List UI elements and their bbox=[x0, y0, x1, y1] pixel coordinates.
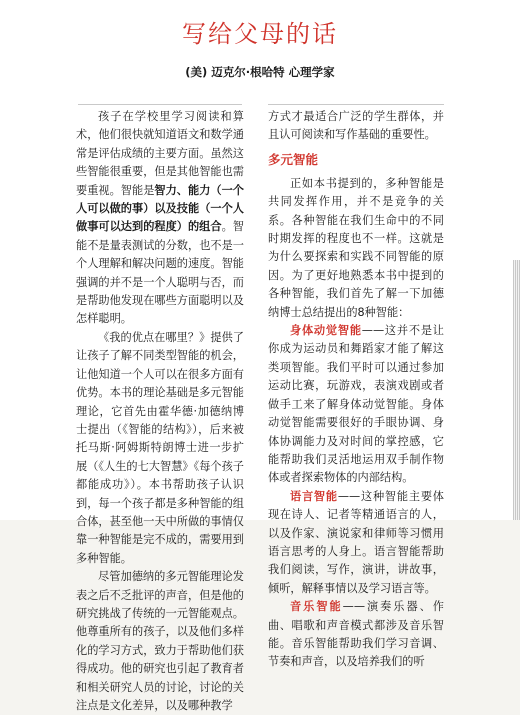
right-column-rule bbox=[268, 104, 444, 105]
paragraph-musical bbox=[268, 598, 444, 672]
paragraph-text: 孩子在学校里学习阅读和算术，他们很快就知道语文和数学通常是评估成绩的主要方面。虽然这些智能很重要，但是其他智能也需要重视。智能是 bbox=[76, 110, 244, 197]
page-edge-strip bbox=[513, 260, 520, 520]
term-musical: 音乐智能 bbox=[290, 600, 343, 614]
paragraph-bodily-kinesthetic bbox=[268, 322, 444, 488]
paragraph-text: ——这种智能主要体现在诗人、记者等精通语言的人，以及作家、演说家和律师等习惯用语言思考的人身上。语言智能帮助我们阅读，写作，演讲，讲故事，倾听，解释事情以及学习语言等。 bbox=[268, 489, 444, 595]
term-linguistic: 语言智能 bbox=[290, 489, 338, 503]
paragraph-linguistic bbox=[268, 488, 444, 598]
paragraph-multiple-intelligences: 正如本书提到的，多种智能是共同发挥作用，并不是竞争的关系。各种智能在我们生命中的不同时期发挥的程度也不一样。这就是为什么要探索和实践不同智能的原因。为了更好地熟悉本书中提到的各种智能，我们首先了解一下加德纳博士总结提出的8种智能： bbox=[268, 176, 444, 319]
right-column bbox=[268, 108, 444, 672]
bold-definition: 智力、能力（一个人可以做的事）以及技能（一个人做事可以达到的程度）的组合 bbox=[76, 183, 244, 234]
page-title: 写给父母的话 bbox=[182, 20, 338, 48]
paragraph-text: ——这并不是让你成为运动员和舞蹈家才能了解这类项智能。我们平时可以通过参加运动比赛，玩游戏，表演戏剧或者做手工来了解身体动觉智能。身体动觉智能需要很好的手眼协调、身体协调能力及对时间的掌控感，它能帮助我们灵活地运用双手制作物体或者探索物体的内部结构。 bbox=[268, 324, 444, 485]
paragraph-continued: 方式才最适合广泛的学生群体，并且认可阅读和写作基础的重要性。 bbox=[268, 110, 444, 142]
paragraph-intelligence-definition bbox=[76, 108, 244, 329]
paragraph-book-intro: 《我的优点在哪里？》提供了让孩子了解不同类型智能的机会，让他知道一个人可以在很多方面有优势。本书的理论基础是多元智能理论，它首先由霍华德·加德纳博士提出（《智能的结构》），后来被托马斯·阿姆斯特朗博士进一步扩展（《人生的七大智慧》《每个孩子都能成功》）。本书帮助孩子认识到，每一个孩子都是多种智能的组合体，甚至他一天中所做的事情仅靠一种智能是完不成的，需要用到多种智能。 bbox=[76, 330, 244, 565]
author-byline: (美) 迈克尔·根哈特 心理学家 bbox=[185, 65, 335, 79]
paragraph-text: ——演奏乐器、作曲、唱歌和声音模式都涉及音乐智能。音乐智能帮助我们学习音调、节奏和声音，以及培养我们的听 bbox=[268, 600, 444, 669]
term-bodily-kinesthetic: 身体动觉智能 bbox=[290, 324, 362, 338]
paragraph-gardner-theory: 尽管加德纳的多元智能理论发表之后不乏批评的声音，但是他的研究挑战了传统的一元智能观点。他尊重所有的孩子，以及他们多样化的学习方式，致力于帮助他们获得成功。他的研究也引起了教育者和相关研究人员的讨论，讨论的关注点是文化差异，以及哪种教学 bbox=[76, 570, 244, 712]
section-heading: 多元智能 bbox=[268, 151, 319, 167]
paragraph-text: 。智能不是量表测试的分数，也不是一个人理解和解决问题的速度。智能强调的并不是一个人聪明与否，而是帮助他发现在哪些方面聪明以及怎样聪明。 bbox=[76, 220, 244, 326]
left-column bbox=[76, 108, 244, 715]
left-column-rule bbox=[78, 104, 242, 105]
